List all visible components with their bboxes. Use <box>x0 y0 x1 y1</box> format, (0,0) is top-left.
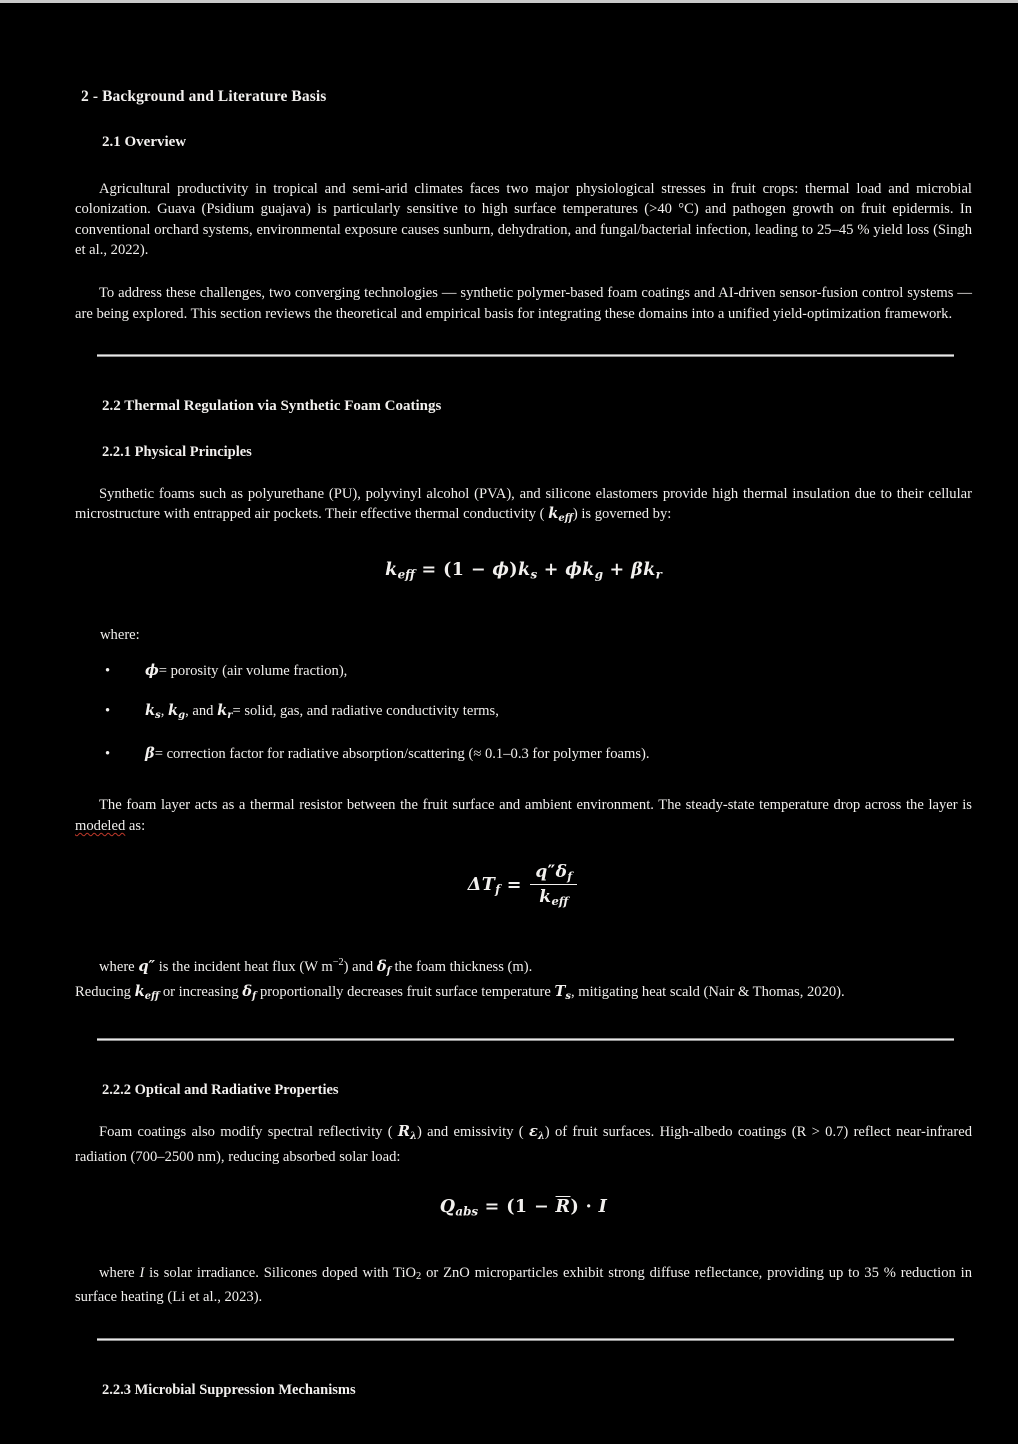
symbol-kr: $k_r$ <box>217 701 233 721</box>
flux-close: ) and <box>343 958 377 975</box>
proportionally-text: proportionally decreases fruit surface temperature <box>256 984 555 1001</box>
symbol-beta: β <box>145 745 155 763</box>
list-item-beta <box>105 744 972 765</box>
eq1-close-paren: ) <box>509 559 518 580</box>
flux-thickness: the foam thickness (m). <box>390 958 533 975</box>
bullet-marker: • <box>105 663 111 680</box>
definition-porosity: = porosity (air volume fraction), <box>158 663 348 680</box>
heading-2-2-3-microbial-suppression: 2.2.3 Microbial Suppression Mechanisms <box>102 1382 356 1399</box>
eq3-equals: = <box>484 1197 500 1218</box>
eq1-phi: ϕ <box>492 559 510 580</box>
eq3-open-paren: (1 <box>506 1197 528 1218</box>
paragraph-reducing-keff <box>75 982 972 1007</box>
paragraph-overview-2: To address these challenges, two converging technologies — synthetic polymer-based foam coatings and AI-driven sensor-fusion control systems — are being explored. This section reviews the theoretical and empirical basis for integrating these domains into a unified yield-optimization framework. <box>75 285 972 322</box>
bullet-marker: • <box>105 746 111 763</box>
title-dash: - <box>92 88 99 105</box>
flux-where: where <box>99 958 139 975</box>
eq3-close-paren: ) <box>570 1197 580 1218</box>
paragraph-thermal-resistor <box>75 795 972 836</box>
equation-delta-T <box>75 863 972 909</box>
symbol-I-irradiance: I <box>139 1264 145 1281</box>
bullet-marker: • <box>105 702 111 719</box>
separator-1: , <box>160 702 168 719</box>
eq1-equals: = <box>421 559 437 580</box>
symbol-delta-f: $\delta_f$ <box>376 957 391 977</box>
symbol-epsilon-lambda: $\varepsilon_\lambda$ <box>528 1122 545 1142</box>
eq3-R-bar: $\overline{R}$ <box>555 1197 571 1218</box>
eq2-fraction <box>530 862 577 908</box>
spellcheck-word-modeled: modeled <box>75 818 126 835</box>
flux-desc: is the incident heat flux (W m <box>155 958 333 975</box>
list-item-conductivity-terms <box>105 701 972 726</box>
symbol-Ts: $T_s$ <box>554 983 571 1003</box>
eq3-dot-operator: · <box>585 1197 593 1218</box>
equation-k-eff <box>75 560 972 581</box>
symbol-keff-2: $k_{eff}$ <box>134 983 160 1003</box>
list-item-porosity <box>105 661 972 682</box>
optical-text-a: Foam coatings also modify spectral reflectivity ( <box>99 1123 398 1140</box>
scald-text: , mitigating heat scald (Nair & Thomas, 2020). <box>570 984 845 1001</box>
reducing-text: Reducing <box>75 984 135 1001</box>
document-page <box>0 3 1018 1400</box>
symbol-q-flux: q″ <box>138 957 156 975</box>
paragraph-physical-principles <box>75 484 972 530</box>
eq2-equals: = <box>506 875 522 896</box>
symbol-ks: $k_s$ <box>145 701 161 721</box>
eq3-minus: − <box>533 1197 550 1218</box>
eq1-kr: $k_r$ <box>643 559 662 581</box>
eq2-denominator: $k_{eff}$ <box>539 886 569 909</box>
flux-exponent: −2 <box>332 957 344 969</box>
section-number: 2 <box>81 88 89 105</box>
paragraph-optical-properties <box>75 1122 972 1168</box>
eq1-open-paren: (1 <box>443 559 465 580</box>
resistor-text-a: The foam layer acts as a thermal resistor between the fruit surface and ambient environment. The steady-state temperature drop across the layer is <box>99 797 972 814</box>
symbol-phi: ϕ <box>145 662 159 680</box>
page-title <box>81 87 972 107</box>
paragraph-overview-1: Agricultural productivity in tropical and semi-arid climates faces two major physiological stresses in fruit crops: thermal load and microbial colonization. Guava (Psidium guajava) is particularly sensitive to high surface temperatures (>40 °C) and pathogen growth on fruit epidermis. In conventional orchard systems, environmental exposure causes sunburn, dehydration, and fungal/bacterial infection, leading to 25–45 % yield loss (Singh et al., 2022). <box>75 180 972 259</box>
eq1-kg: $k_g$ <box>582 559 604 581</box>
tio2-subscript: 2 <box>416 1270 422 1282</box>
eq3-lhs: $Q_{abs}$ <box>439 1197 479 1219</box>
eq1-plus-1: + <box>543 559 559 580</box>
heading-2-2-2-optical-radiative: 2.2.2 Optical and Radiative Properties <box>102 1081 339 1098</box>
symbol-R-lambda: $R_\lambda$ <box>397 1122 417 1142</box>
eq1-phi-2: ϕ <box>565 559 583 580</box>
irradiance-where: where <box>99 1264 140 1281</box>
optical-text-c: ) of fruit surfaces. High-albedo coatings (R > 0.7) reflect near-infrared radiation (700–2500 nm), reducing absorbed solar load: <box>75 1123 972 1165</box>
physical-text-b: ) is governed by: <box>572 506 672 523</box>
or-increasing-text: or increasing <box>159 984 243 1001</box>
title-text: Background and Literature Basis <box>102 88 327 105</box>
eq1-beta: β <box>631 559 644 580</box>
heading-2-1-overview: 2.1 Overview <box>102 134 187 151</box>
heading-2-2-thermal-regulation: 2.2 Thermal Regulation via Synthetic Foam Coatings <box>102 398 442 415</box>
definition-beta: = correction factor for radiative absorption/scattering (≈ 0.1–0.3 for polymer foams). <box>154 746 650 763</box>
paragraph-solar-irradiance <box>75 1263 972 1308</box>
paragraph-heat-flux <box>75 953 972 982</box>
eq2-lhs: $\Delta T_f$ <box>467 875 501 897</box>
physical-text-a: Synthetic foams such as polyurethane (PU), polyvinyl alcohol (PVA), and silicone elastomers provide high thermal insulation due to their cellular microstructure with entrapped air pockets. Their effective thermal conductivity ( <box>75 485 972 523</box>
definition-list <box>75 661 972 765</box>
inline-symbol-keff: $k_{eff}$ <box>548 505 573 524</box>
equation-Q-abs <box>75 1197 972 1218</box>
definition-conductivity: = solid, gas, and radiative conductivity terms, <box>232 702 499 719</box>
eq2-numerator: $q''\delta_f$ <box>530 862 577 885</box>
eq1-plus-2: + <box>609 559 625 580</box>
irradiance-text-c: or ZnO microparticles exhibit strong diffuse reflectance, providing up to 35 % reduction in surface heating (Li et al., 2023). <box>75 1264 972 1306</box>
irradiance-text-b: is solar irradiance. Silicones doped with TiO <box>144 1264 417 1281</box>
eq1-minus: − <box>470 559 486 580</box>
optical-text-b: ) and emissivity ( <box>416 1123 529 1140</box>
eq1-ks: $k_s$ <box>517 559 538 581</box>
separator-2: , and <box>185 702 218 719</box>
symbol-kg: $k_g$ <box>168 701 186 721</box>
symbol-delta-f-2: $\delta_f$ <box>242 983 257 1003</box>
eq1-lhs: $k_{eff}$ <box>385 559 415 581</box>
where-label: where: <box>100 626 140 643</box>
resistor-text-b: as: <box>125 818 146 835</box>
eq3-I: I <box>598 1197 608 1218</box>
heading-2-2-1-physical-principles: 2.2.1 Physical Principles <box>102 443 252 460</box>
